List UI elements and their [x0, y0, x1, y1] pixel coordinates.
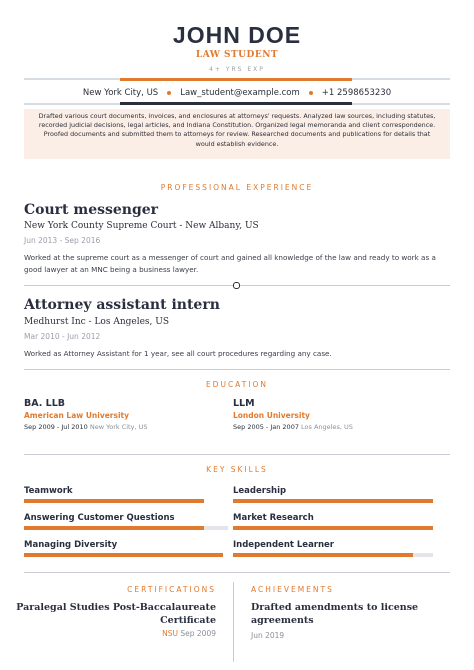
skill-item	[24, 513, 228, 530]
separator-dot-icon	[309, 91, 313, 95]
section-heading-achievements: ACHIEVEMENTS	[251, 585, 334, 594]
section-heading-certifications: CERTIFICATIONS	[127, 585, 216, 594]
skill-item	[24, 486, 204, 503]
education-item	[233, 398, 353, 431]
education-item	[24, 398, 147, 431]
job-description: Worked as Attorney Assistant for 1 year, see all court procedures regarding any case.	[24, 349, 332, 358]
contact-email[interactable]: Law_student@example.com	[180, 88, 300, 98]
divider-knot-icon	[233, 282, 240, 289]
education-degree: LLM	[233, 398, 255, 409]
contact-phone[interactable]: +1 2598653230	[321, 88, 392, 98]
candidate-name: JOHN DOE	[172, 22, 302, 48]
achievement-date: Jun 2019	[251, 631, 285, 640]
skill-bar-track	[24, 526, 228, 530]
separator-dot-icon	[167, 91, 171, 95]
skill-item	[233, 540, 433, 557]
skill-bar-track	[233, 499, 433, 503]
education-degree: BA. LLB	[24, 398, 66, 409]
skill-item	[233, 486, 433, 503]
skill-bar-fill	[233, 526, 433, 530]
contact-location: New York City, US	[82, 88, 159, 98]
education-location: Los Angeles, US	[301, 423, 353, 431]
skill-name: Managing Diversity	[24, 540, 118, 550]
skill-bar-fill	[233, 499, 433, 503]
skill-name: Independent Learner	[233, 540, 335, 550]
candidate-title: LAW STUDENT	[195, 50, 279, 60]
skill-item	[24, 540, 223, 557]
skill-bar-track	[24, 499, 204, 503]
section-heading-education: EDUCATION	[205, 380, 269, 389]
job-dates: Mar 2010 - Jun 2012	[24, 332, 101, 341]
education-meta	[233, 423, 353, 431]
certification-title: Paralegal Studies Post-Baccalaureate Certificate	[16, 602, 216, 626]
skill-bar-fill	[24, 553, 223, 557]
contact-bar-bottom-accent	[120, 102, 352, 105]
summary-box	[24, 109, 450, 159]
achievement-title: Drafted amendments to license agreements	[251, 602, 419, 626]
section-divider	[24, 454, 450, 455]
certification-date: Sep 2009	[180, 629, 216, 638]
column-divider	[233, 582, 234, 662]
education-location: New York City, US	[89, 423, 148, 431]
skill-bar-fill	[233, 553, 413, 557]
education-meta	[24, 423, 147, 431]
job-title: Court messenger	[24, 202, 159, 218]
job-description: Worked at the supreme court as a messenger of court and gained all knowledge of the law and ready to work as a good lawyer at an MNC being a business lawyer.	[24, 253, 436, 274]
section-heading-experience: PROFESSIONAL EXPERIENCE	[160, 183, 314, 192]
education-school: American Law University	[24, 411, 129, 420]
certification-meta	[162, 629, 216, 638]
skill-bar-fill	[24, 526, 204, 530]
certification-issuer: NSU	[162, 629, 178, 638]
section-divider	[24, 572, 450, 573]
job-company: New York County Supreme Court - New Albany, US	[24, 221, 259, 231]
skill-name: Market Research	[233, 513, 314, 523]
job-company: Medhurst Inc - Los Angeles, US	[24, 317, 170, 327]
job-dates: Jun 2013 - Sep 2016	[24, 236, 101, 245]
skill-bar-track	[24, 553, 223, 557]
skill-bar-track	[233, 553, 433, 557]
skill-bar-fill	[24, 499, 204, 503]
job-title: Attorney assistant intern	[24, 297, 220, 313]
skill-item	[233, 513, 433, 530]
education-school: London University	[233, 411, 310, 420]
summary-text: Drafted various court documents, invoices, and enclosures at attorneys' requests. Analyzed law sources, including statutes, recorded judicial decisions, legal articles, and Indiana Constitution. Organized legal memoranda and client correspondence. Proofed documents and submitted them to attorneys for review. Researched documents and publications for details that would establish evidence.	[38, 112, 436, 148]
education-dates: Sep 2009 - Jul 2010	[24, 423, 88, 431]
skill-name: Answering Customer Questions	[24, 513, 175, 523]
skill-bar-track	[233, 526, 433, 530]
skill-name: Teamwork	[24, 486, 73, 496]
section-heading-skills: KEY SKILLS	[206, 465, 268, 474]
section-divider	[24, 369, 450, 370]
education-dates: Sep 2005 - Jan 2007	[233, 423, 299, 431]
experience-years: 4+ YRS EXP	[209, 66, 265, 73]
contact-row	[24, 85, 450, 101]
skill-name: Leadership	[233, 486, 287, 496]
contact-bar-top-accent	[120, 78, 352, 81]
